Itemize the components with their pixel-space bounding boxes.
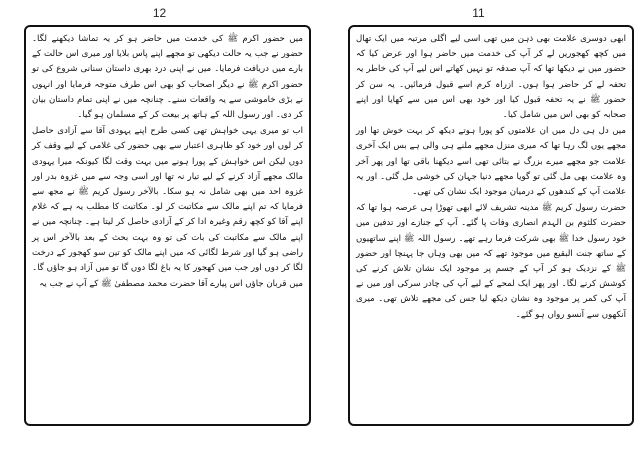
right-page: [319, 0, 638, 452]
page-frame: [24, 25, 311, 426]
paragraph: حضرت رسول کریم ﷺ مدینہ تشریف لائے ابھی تھوڑا ہی عرصہ ہوا تھا کہ حضرت کلثوم بن الہدم انصاری وفات پا گئے۔ آپ کے جنازے اور تدفین میں خود رسول خدا ﷺ بھی شرکت فرما رہے تھے۔ رسول اللہ ﷺ اپنے ساتھیوں کے ساتھ جنت البقیع میں موجود تھے کہ میں بھی وہاں جا پہنچا اور حضور ﷺ کے نزدیک ہو کر آپ کے جسم پر موجود ایک نشان تلاش کرنے کی کوشش کرنے لگا۔ اور پھر ایک لمحے کے لیے آپ کی چادر سرکی اور میں نے آپ کی کمر پر موجود وہ نشان دیکھ لیا جس کی مجھے تلاش تھی۔ میری آنکھوں سے آنسو رواں ہو گئے۔: [356, 203, 626, 320]
paragraph: اب تو میری یہی خواہش تھی کسی طرح اپنے یہودی آقا سے آزادی حاصل کر لوں اور خود کو ظاہری اعتبار سے بھی حضور کی غلامی کے لیے وقف کر دوں لیکن اس خواہش کے پورا ہونے میں بہت وقت لگا کیونکہ میرا یہودی مالک مجھے آزاد کرنے کے لیے تیار نہ تھا اور اسی وجہ سے میں غزوہ بدر اور غزوہ احد میں بھی شامل نہ ہو سکا۔ بالآخر رسول کریم ﷺ نے مجھ سے فرمایا کہ تم اپنے مالک سے مکاتبت کر لو۔ مکاتبت کا مطلب یہ ہے کہ غلام اپنے آقا کو کچھ رقم وغیرہ ادا کر کے آزادی حاصل کر لیتا ہے۔ چنانچہ میں نے اپنے مالک سے مکاتبت کی بات کی تو وہ بہت بحث کے بعد بالآخر اس پر راضی ہو گیا اور شرط لگائی کہ میں اپنے مالک کو تین سو کھجور کے درخت لگا کر دوں اور جب میں کھجور کا یہ باغ لگا دوں گا تو میں آزاد ہو جاؤں گا۔: [32, 126, 303, 274]
page-number: 11: [472, 6, 485, 20]
paragraph: میں قربان جاؤں اس پیارے آقا حضرت محمد مصطفیٰ ﷺ کے آپ نے جب یہ: [39, 279, 303, 290]
paragraph: میں حضور اکرم ﷺ کی خدمت میں حاضر ہو کر یہ تماشا دیکھنے لگا۔ حضور نے جب یہ حالت دیکھی تو مجھے اپنے پاس بلایا اور میری اس حالت کے بارے میں دریافت فرمایا۔ میں نے اپنی درد بھری داستان سنانی شروع کی تو حضور اکرم ﷺ نے دیگر اصحاب کو بھی اس طرف متوجہ فرمایا اور انہوں نے بڑی خاموشی سے یہ واقعات سنے۔ چنانچہ میں نے اپنی تمام داستان بیان کر دی۔ اور رسول اللہ کے ہاتھ پر بیعت کر کے مسلمان ہو گیا۔: [32, 34, 303, 121]
page-number: 12: [152, 6, 167, 20]
page-text: [356, 32, 626, 418]
page-frame: [348, 25, 634, 426]
paragraph: ابھی دوسری علامت بھی ذہن میں تھی اسی لیے اگلی مرتبہ میں ایک تھال میں کچھ کھجوریں لے کر آپ کی خدمت میں حاضر ہوا اور عرض کیا کہ حضور میں نے دیکھا تھا کہ آپ صدقہ تو نہیں کھاتے اس لیے آپ کی خاطر یہ تحفہ لے کر حاضر ہوا ہوں۔ ازراہ کرم اسے قبول فرمائیں۔ یہ سن کر حضور ﷺ نے یہ تحفہ قبول کیا اور خود بھی اس میں سے کھایا اور اپنے صحابہ کو بھی اس میں شامل کیا۔: [356, 34, 626, 121]
page-text: [32, 32, 303, 418]
paragraph: میں دل ہی دل میں ان علامتوں کو پورا ہوتے دیکھ کر بہت خوش تھا اور مجھے یوں لگ رہا تھا کہ میری منزل مجھے ملنے ہی والی ہے بس ایک آخری علامت جو مجھے میرے بزرگ نے بتائی تھی اسے دیکھنا باقی تھا اور پھر آخر وہ علامت بھی مل گئی تو گویا مجھے دنیا جہان کی خوشی مل گئی۔ اور یہ علامت آپ کے کندھوں کے درمیان موجود ایک نشان کی تھی۔: [356, 126, 626, 198]
